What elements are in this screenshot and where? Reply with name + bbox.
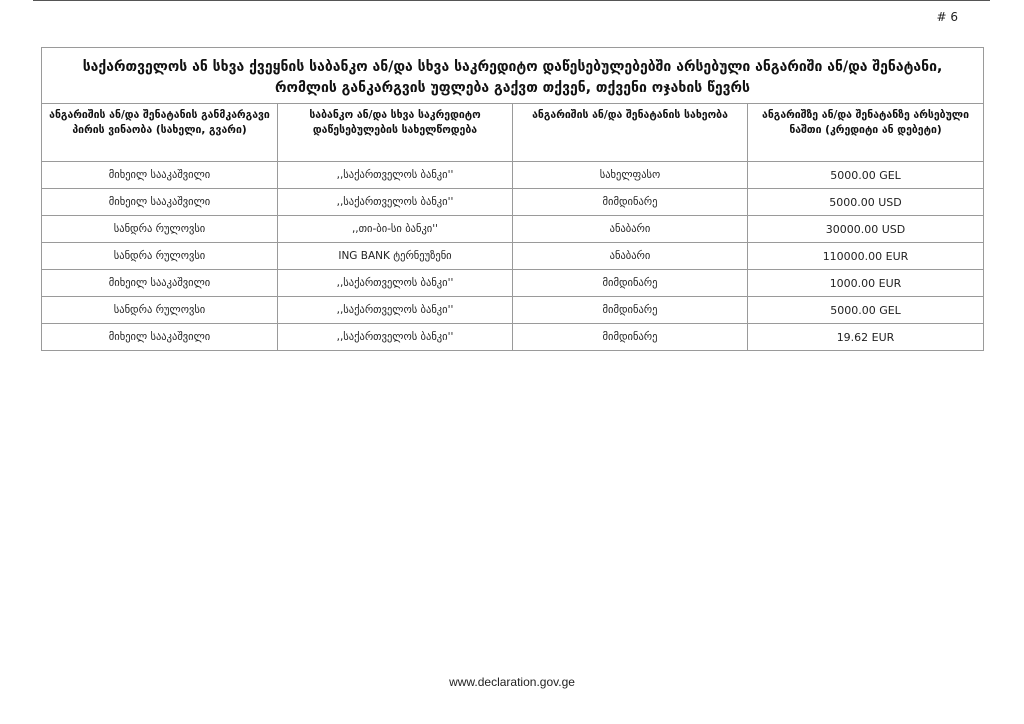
cell-type: ანაბარი bbox=[513, 243, 748, 270]
bank-accounts-table bbox=[41, 47, 984, 351]
cell-balance: 110000.00 EUR bbox=[748, 243, 984, 270]
cell-type: მიმდინარე bbox=[513, 270, 748, 297]
cell-bank: ,,საქართველოს ბანკი'' bbox=[278, 162, 513, 189]
cell-owner: მიხეილ სააკაშვილი bbox=[42, 270, 278, 297]
table-row bbox=[42, 270, 984, 297]
cell-owner: მიხეილ სააკაშვილი bbox=[42, 189, 278, 216]
table-row bbox=[42, 189, 984, 216]
cell-balance: 5000.00 USD bbox=[748, 189, 984, 216]
cell-bank: ,,თი-ბი-სი ბანკი'' bbox=[278, 216, 513, 243]
column-header-type: ანგარიშის ან/და შენატანის სახეობა bbox=[513, 104, 748, 162]
cell-balance: 5000.00 GEL bbox=[748, 162, 984, 189]
table-title-line-1: საქართველოს ან სხვა ქვეყნის საბანკო ან/და სხვა საკრედიტო დაწესებულებებში არსებული ანგარიში ან/და შენატანი, bbox=[82, 58, 943, 75]
cell-bank: ,,საქართველოს ბანკი'' bbox=[278, 324, 513, 351]
cell-bank: ,,საქართველოს ბანკი'' bbox=[278, 189, 513, 216]
cell-balance: 5000.00 GEL bbox=[748, 297, 984, 324]
table-row bbox=[42, 243, 984, 270]
cell-balance: 30000.00 USD bbox=[748, 216, 984, 243]
cell-owner: სანდრა რულოვსი bbox=[42, 297, 278, 324]
column-header-balance: ანგარიშზე ან/და შენატანზე არსებული ნაშთი (კრედიტი ან დებეტი) bbox=[748, 104, 984, 162]
cell-bank: ING BANK ტერნეუზენი bbox=[278, 243, 513, 270]
cell-bank: ,,საქართველოს ბანკი'' bbox=[278, 297, 513, 324]
table-row bbox=[42, 324, 984, 351]
cell-owner: მიხეილ სააკაშვილი bbox=[42, 324, 278, 351]
cell-balance: 19.62 EUR bbox=[748, 324, 984, 351]
table-title bbox=[42, 48, 984, 104]
column-header-bank: საბანკო ან/და სხვა საკრედიტო დაწესებულების სახელწოდება bbox=[278, 104, 513, 162]
column-header-owner: ანგარიშის ან/და შენატანის განმკარგავი პირის ვინაობა (სახელი, გვარი) bbox=[42, 104, 278, 162]
table-row bbox=[42, 216, 984, 243]
cell-type: მიმდინარე bbox=[513, 324, 748, 351]
cell-owner: მიხეილ სააკაშვილი bbox=[42, 162, 278, 189]
cell-type: მიმდინარე bbox=[513, 297, 748, 324]
cell-type: მიმდინარე bbox=[513, 189, 748, 216]
table-title-line-2: რომლის განკარგვის უფლება გაქვთ თქვენ, თქვენი ოჯახის წევრს bbox=[275, 79, 750, 96]
cell-owner: სანდრა რულოვსი bbox=[42, 216, 278, 243]
top-divider bbox=[33, 0, 990, 1]
cell-type: ანაბარი bbox=[513, 216, 748, 243]
page-number: # 6 bbox=[936, 10, 958, 24]
footer-url: www.declaration.gov.ge bbox=[449, 675, 575, 689]
table-row bbox=[42, 297, 984, 324]
cell-balance: 1000.00 EUR bbox=[748, 270, 984, 297]
cell-bank: ,,საქართველოს ბანკი'' bbox=[278, 270, 513, 297]
cell-type: სახელფასო bbox=[513, 162, 748, 189]
cell-owner: სანდრა რულოვსი bbox=[42, 243, 278, 270]
table-row bbox=[42, 162, 984, 189]
